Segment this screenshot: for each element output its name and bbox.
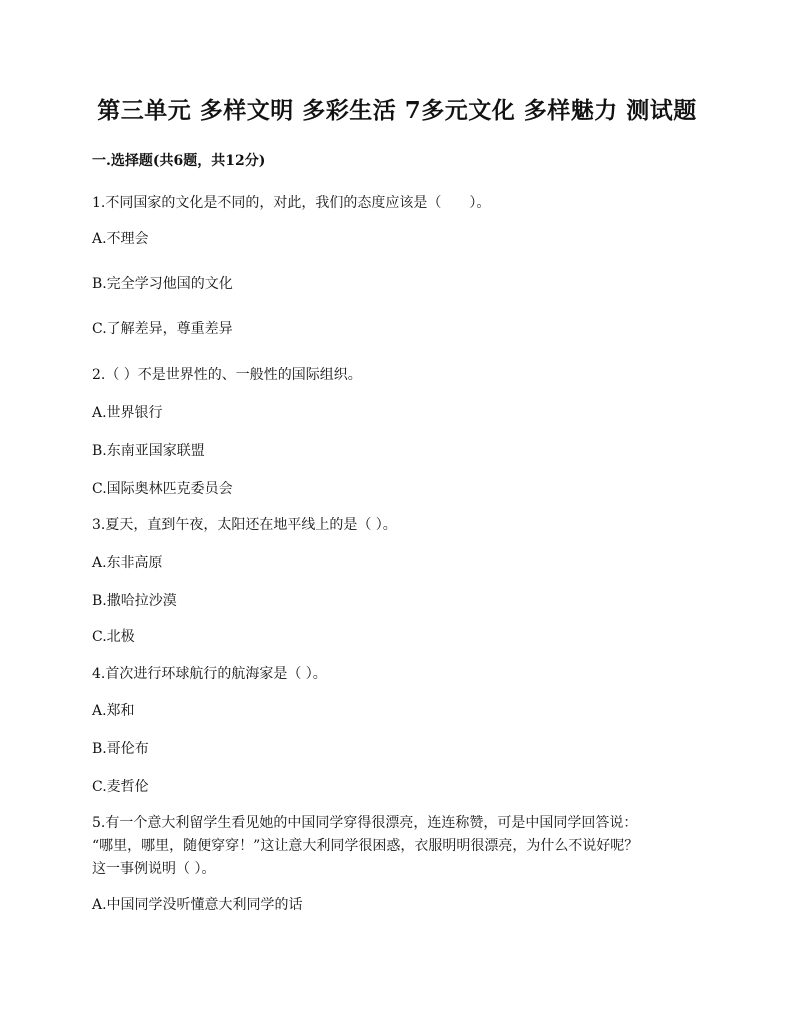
question-2-option-c: C.国际奥林匹克委员会 bbox=[92, 481, 233, 497]
question-3-option-a: A.东非高原 bbox=[92, 555, 163, 571]
question-2-option-a: A.世界银行 bbox=[92, 405, 163, 421]
question-1-option-b: B.完全学习他国的文化 bbox=[92, 276, 233, 292]
question-1-stem: 1.不同国家的文化是不同的，对此，我们的态度应该是（ ）。 bbox=[92, 195, 491, 211]
question-5-stem-line-2: “哪里，哪里，随便穿穿！”这让意大利同学很困惑，衣服明明很漂亮，为什么不说好呢？ bbox=[92, 838, 639, 854]
page-title: 第三单元 多样文明 多彩生活 7多元文化 多样魅力 测试题 bbox=[97, 97, 697, 124]
question-3-option-b: B.撒哈拉沙漠 bbox=[92, 593, 177, 609]
question-5-option-a: A.中国同学没听懂意大利同学的话 bbox=[92, 897, 303, 913]
question-1-option-c: C.了解差异，尊重差异 bbox=[92, 321, 233, 337]
question-4-option-b: B.哥伦布 bbox=[92, 741, 149, 757]
question-2-stem: 2.（ ）不是世界性的、一般性的国际组织。 bbox=[92, 367, 362, 383]
question-4-stem: 4.首次进行环球航行的航海家是（ ）。 bbox=[92, 666, 327, 682]
question-2-option-b: B.东南亚国家联盟 bbox=[92, 443, 205, 459]
question-4-option-c: C.麦哲伦 bbox=[92, 779, 149, 795]
question-3-option-c: C.北极 bbox=[92, 629, 135, 645]
question-5-stem-line-3: 这一事例说明（ ）。 bbox=[92, 861, 216, 877]
question-5-stem-line-1: 5.有一个意大利留学生看见她的中国同学穿得很漂亮，连连称赞，可是中国同学回答说： bbox=[92, 815, 638, 831]
question-1-option-a: A.不理会 bbox=[92, 231, 149, 247]
section-heading: 一.选择题(共6题，共12分) bbox=[92, 153, 266, 169]
question-3-stem: 3.夏天，直到午夜，太阳还在地平线上的是（ ）。 bbox=[92, 517, 397, 533]
question-4-option-a: A.郑和 bbox=[92, 703, 135, 719]
